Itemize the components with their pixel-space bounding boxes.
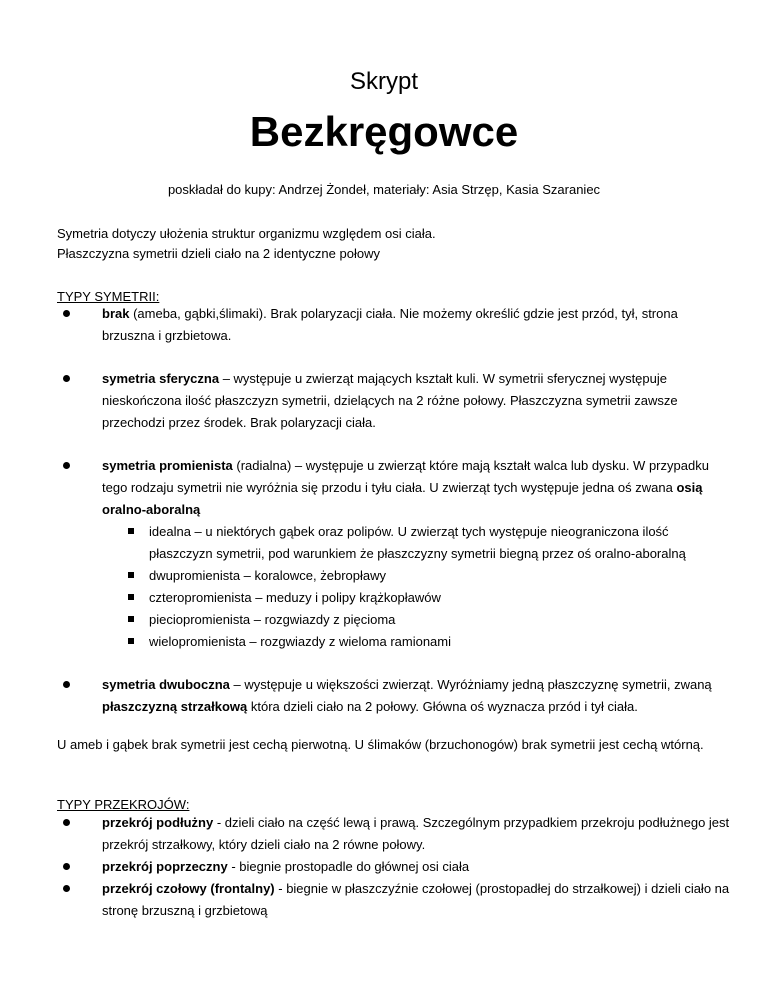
term-plane: płaszczyzną strzałkową (102, 699, 248, 714)
sections-heading: TYPY PRZEKROJÓW: (57, 797, 190, 812)
symmetry-heading: TYPY SYMETRII: (57, 289, 160, 304)
list-item (57, 674, 732, 718)
item-text: – występuje u większości zwierząt. Wyróżniamy jedną płaszczyznę symetrii, zwaną (229, 677, 712, 692)
symmetry-note: U ameb i gąbek brak symetrii jest cechą pierwotną. U ślimaków (brzuchonogów) brak symetrii jest cechą wtórną. (57, 737, 704, 752)
term: symetria dwuboczna (102, 677, 230, 692)
intro-line-1: Symetria dotyczy ułożenia struktur organizmu względem osi ciała. (57, 226, 436, 241)
item-text: – występuje u zwierząt mających kształt kuli. W symetrii sferycznej występuje nieskończona ilość płaszczyzn symetrii, dzielących na 2 różne połowy. Płaszczyzna symetrii zawsze przechodzi przez środek. Brak polaryzacji ciała. (102, 371, 678, 430)
list-item (57, 812, 732, 856)
radial-subtypes (102, 521, 732, 653)
document-subtitle: Skrypt (349, 68, 418, 95)
symmetry-list (57, 303, 732, 718)
term: przekrój poprzeczny (102, 859, 228, 874)
term: symetria sferyczna (102, 371, 220, 386)
item-text: - dzieli ciało na część lewą i prawą. Szczególnym przypadkiem przekroju podłużnego jest przekrój strzałkowy, który dzieli ciało na 2 równe połowy. (102, 815, 730, 852)
item-text: - biegnie w płaszczyźnie czołowej (prostopadłej do strzałkowej) i dzieli ciało na stronę brzuszną i grzbietową (102, 881, 730, 918)
list-item (57, 878, 732, 922)
intro-line-2: Płaszczyzna symetrii dzieli ciało na 2 identyczne połowy (57, 246, 380, 261)
sub-list-item: idealna – u niektórych gąbek oraz polipów. U zwierząt tych występuje nieograniczona ilość płaszczyzn symetrii, pod warunkiem że płaszczyzny symetrii biegną przez oś oralno-aboralną (102, 521, 732, 565)
document-credits: poskładał do kupy: Andrzej Żondeł, materiały: Asia Strzęp, Kasia Szaraniec (167, 182, 601, 197)
list-item (57, 856, 732, 878)
term: przekrój czołowy (frontalny) (102, 881, 275, 896)
document-title: Bezkręgowce (249, 108, 519, 155)
sub-list-item: pieciopromienista – rozgwiazdy z pięcioma (102, 609, 732, 631)
item-text: (radialna) – występuje u zwierząt które mają kształt walca lub dysku. W przypadku tego rodzaju symetrii nie wyróżnia się przodu i tyłu ciała. U zwierząt tych występuje jedna oś zwana (102, 458, 709, 495)
term: brak (102, 306, 130, 321)
item-text: - biegnie prostopadle do głównej osi ciała (227, 859, 470, 874)
item-text: (ameba, gąbki,ślimaki). Brak polaryzacji ciała. Nie możemy określić gdzie jest przód, tył, strona brzuszna i grzbietowa. (102, 306, 678, 343)
term: symetria promienista (102, 458, 233, 473)
list-item (57, 368, 732, 434)
sub-list-item: wielopromienista – rozgwiazdy z wieloma ramionami (102, 631, 732, 653)
term-axis: osią oralno-aboralną (102, 480, 703, 517)
sub-list-item: dwupromienista – koralowce, żebropławy (102, 565, 732, 587)
sub-list-item: czteropromienista – meduzy i polipy krążkopławów (102, 587, 732, 609)
item-text: która dzieli ciało na 2 połowy. Główna oś wyznacza przód i tył ciała. (247, 699, 638, 714)
sections-list (57, 812, 732, 922)
list-item (57, 455, 732, 653)
term: przekrój podłużny (102, 815, 214, 830)
list-item (57, 303, 732, 347)
